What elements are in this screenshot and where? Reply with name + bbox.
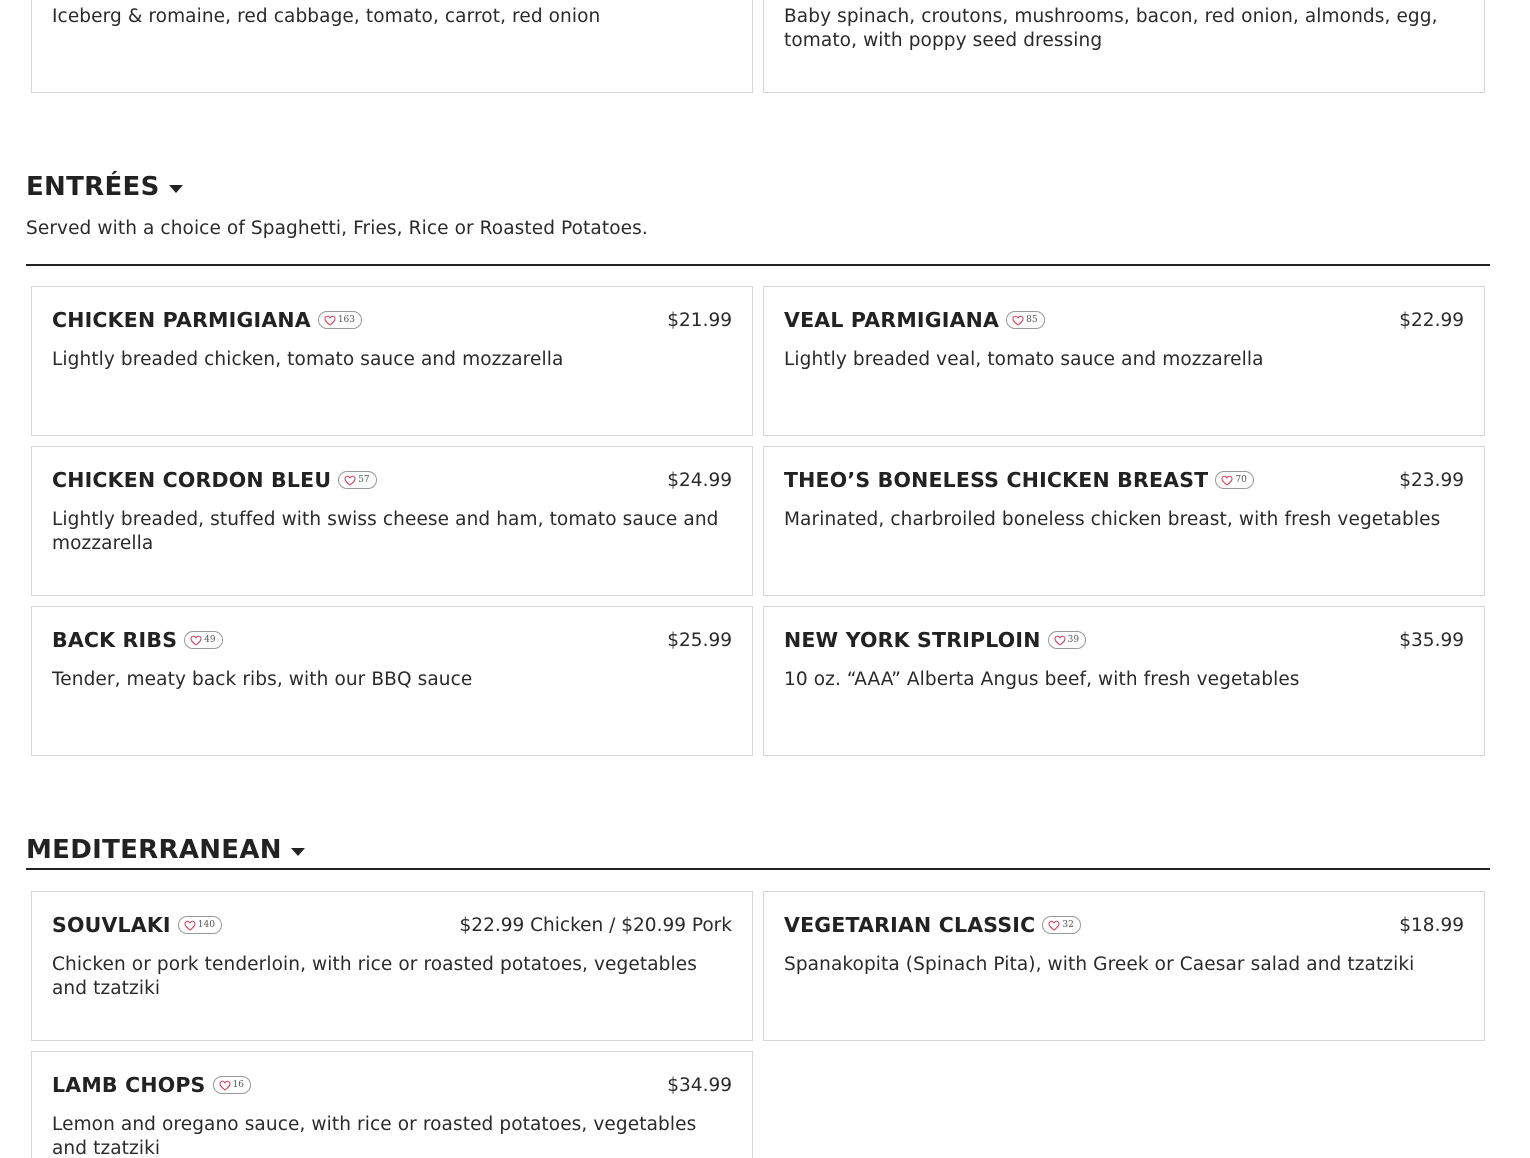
menu-item-card[interactable] [763, 0, 1485, 93]
section-subtitle: Served with a choice of Spaghetti, Fries, Rice or Roasted Potatoes. [26, 218, 648, 239]
item-name: LAMB CHOPS [52, 1073, 206, 1097]
item-name: VEGETARIAN CLASSIC [784, 913, 1036, 937]
heart-outline-icon [344, 475, 356, 486]
like-button[interactable] [1006, 311, 1044, 329]
item-price: $34.99 [667, 1075, 732, 1096]
menu-item-card[interactable] [31, 606, 753, 756]
item-price: $21.99 [667, 310, 732, 331]
like-count: 16 [232, 1080, 244, 1090]
heart-outline-icon [219, 1080, 231, 1091]
menu-item-card[interactable] [31, 446, 753, 596]
section-divider [26, 868, 1490, 870]
menu-item-card[interactable] [31, 286, 753, 436]
menu-item-card[interactable] [763, 286, 1485, 436]
item-description: Lightly breaded chicken, tomato sauce and mozzarella [52, 349, 564, 370]
like-count: 140 [197, 920, 215, 930]
item-name: CHICKEN CORDON BLEU [52, 468, 332, 492]
menu-item-card[interactable] [763, 446, 1485, 596]
item-name: BACK RIBS [52, 628, 178, 652]
like-button[interactable] [1215, 471, 1253, 489]
item-price: $23.99 [1399, 470, 1464, 491]
heart-outline-icon [184, 920, 196, 931]
like-count: 57 [358, 475, 370, 485]
menu-item-card[interactable] [31, 0, 753, 93]
section-toggle-mediterranean[interactable] [26, 835, 305, 865]
item-description: Spanakopita (Spinach Pita), with Greek or Caesar salad and tzatziki [784, 954, 1415, 975]
item-description: Iceberg & romaine, red cabbage, tomato, carrot, red onion [52, 6, 601, 27]
like-button[interactable] [338, 471, 376, 489]
item-description: Baby spinach, croutons, mushrooms, bacon, red onion, almonds, egg, tomato, with poppy seed dressing [784, 6, 1438, 51]
item-description: 10 oz. “AAA” Alberta Angus beef, with fresh vegetables [784, 669, 1300, 690]
like-button[interactable] [1042, 916, 1080, 934]
item-price: $35.99 [1399, 630, 1464, 651]
like-count: 70 [1235, 475, 1247, 485]
like-button[interactable] [318, 311, 362, 329]
heart-outline-icon [190, 635, 202, 646]
like-button[interactable] [178, 916, 222, 934]
heart-outline-icon [1012, 315, 1024, 326]
like-button[interactable] [184, 631, 222, 649]
menu-item-card[interactable] [763, 606, 1485, 756]
menu-item-card[interactable] [31, 891, 753, 1041]
heart-outline-icon [1048, 920, 1060, 931]
section-divider [26, 264, 1490, 266]
item-description: Lightly breaded, stuffed with swiss cheese and ham, tomato sauce and mozzarella [52, 509, 719, 554]
item-description: Tender, meaty back ribs, with our BBQ sauce [52, 669, 473, 690]
item-name: NEW YORK STRIPLOIN [784, 628, 1041, 652]
item-description: Marinated, charbroiled boneless chicken breast, with fresh vegetables [784, 509, 1441, 530]
section-title: ENTRÉES [26, 172, 160, 202]
heart-outline-icon [1221, 475, 1233, 486]
section-toggle-entrees[interactable] [26, 172, 183, 202]
item-price: $22.99 Chicken / $20.99 Pork [459, 915, 732, 936]
item-description: Chicken or pork tenderloin, with rice or roasted potatoes, vegetables and tzatziki [52, 954, 697, 999]
item-price: $25.99 [667, 630, 732, 651]
item-price: $24.99 [667, 470, 732, 491]
menu-item-card[interactable] [763, 891, 1485, 1041]
item-name: CHICKEN PARMIGIANA [52, 308, 311, 332]
item-price: $22.99 [1399, 310, 1464, 331]
heart-outline-icon [324, 315, 336, 326]
caret-down-icon[interactable] [169, 185, 183, 193]
item-name: THEO’S BONELESS CHICKEN BREAST [784, 468, 1209, 492]
like-count: 49 [204, 635, 216, 645]
item-name: VEAL PARMIGIANA [784, 308, 1000, 332]
like-count: 85 [1026, 315, 1038, 325]
caret-down-icon[interactable] [291, 848, 305, 856]
like-count: 39 [1067, 635, 1080, 645]
like-button[interactable] [1048, 631, 1086, 649]
item-description: Lightly breaded veal, tomato sauce and mozzarella [784, 349, 1264, 370]
section-title: MEDITERRANEAN [26, 835, 282, 865]
item-name: SOUVLAKI [52, 913, 171, 937]
like-count: 163 [337, 315, 356, 325]
item-price: $18.99 [1399, 915, 1464, 936]
menu-item-card[interactable] [31, 1051, 753, 1158]
like-count: 32 [1062, 920, 1074, 930]
like-button[interactable] [213, 1076, 251, 1094]
item-description: Lemon and oregano sauce, with rice or roasted potatoes, vegetables and tzatziki [52, 1114, 697, 1158]
heart-outline-icon [1054, 635, 1066, 646]
